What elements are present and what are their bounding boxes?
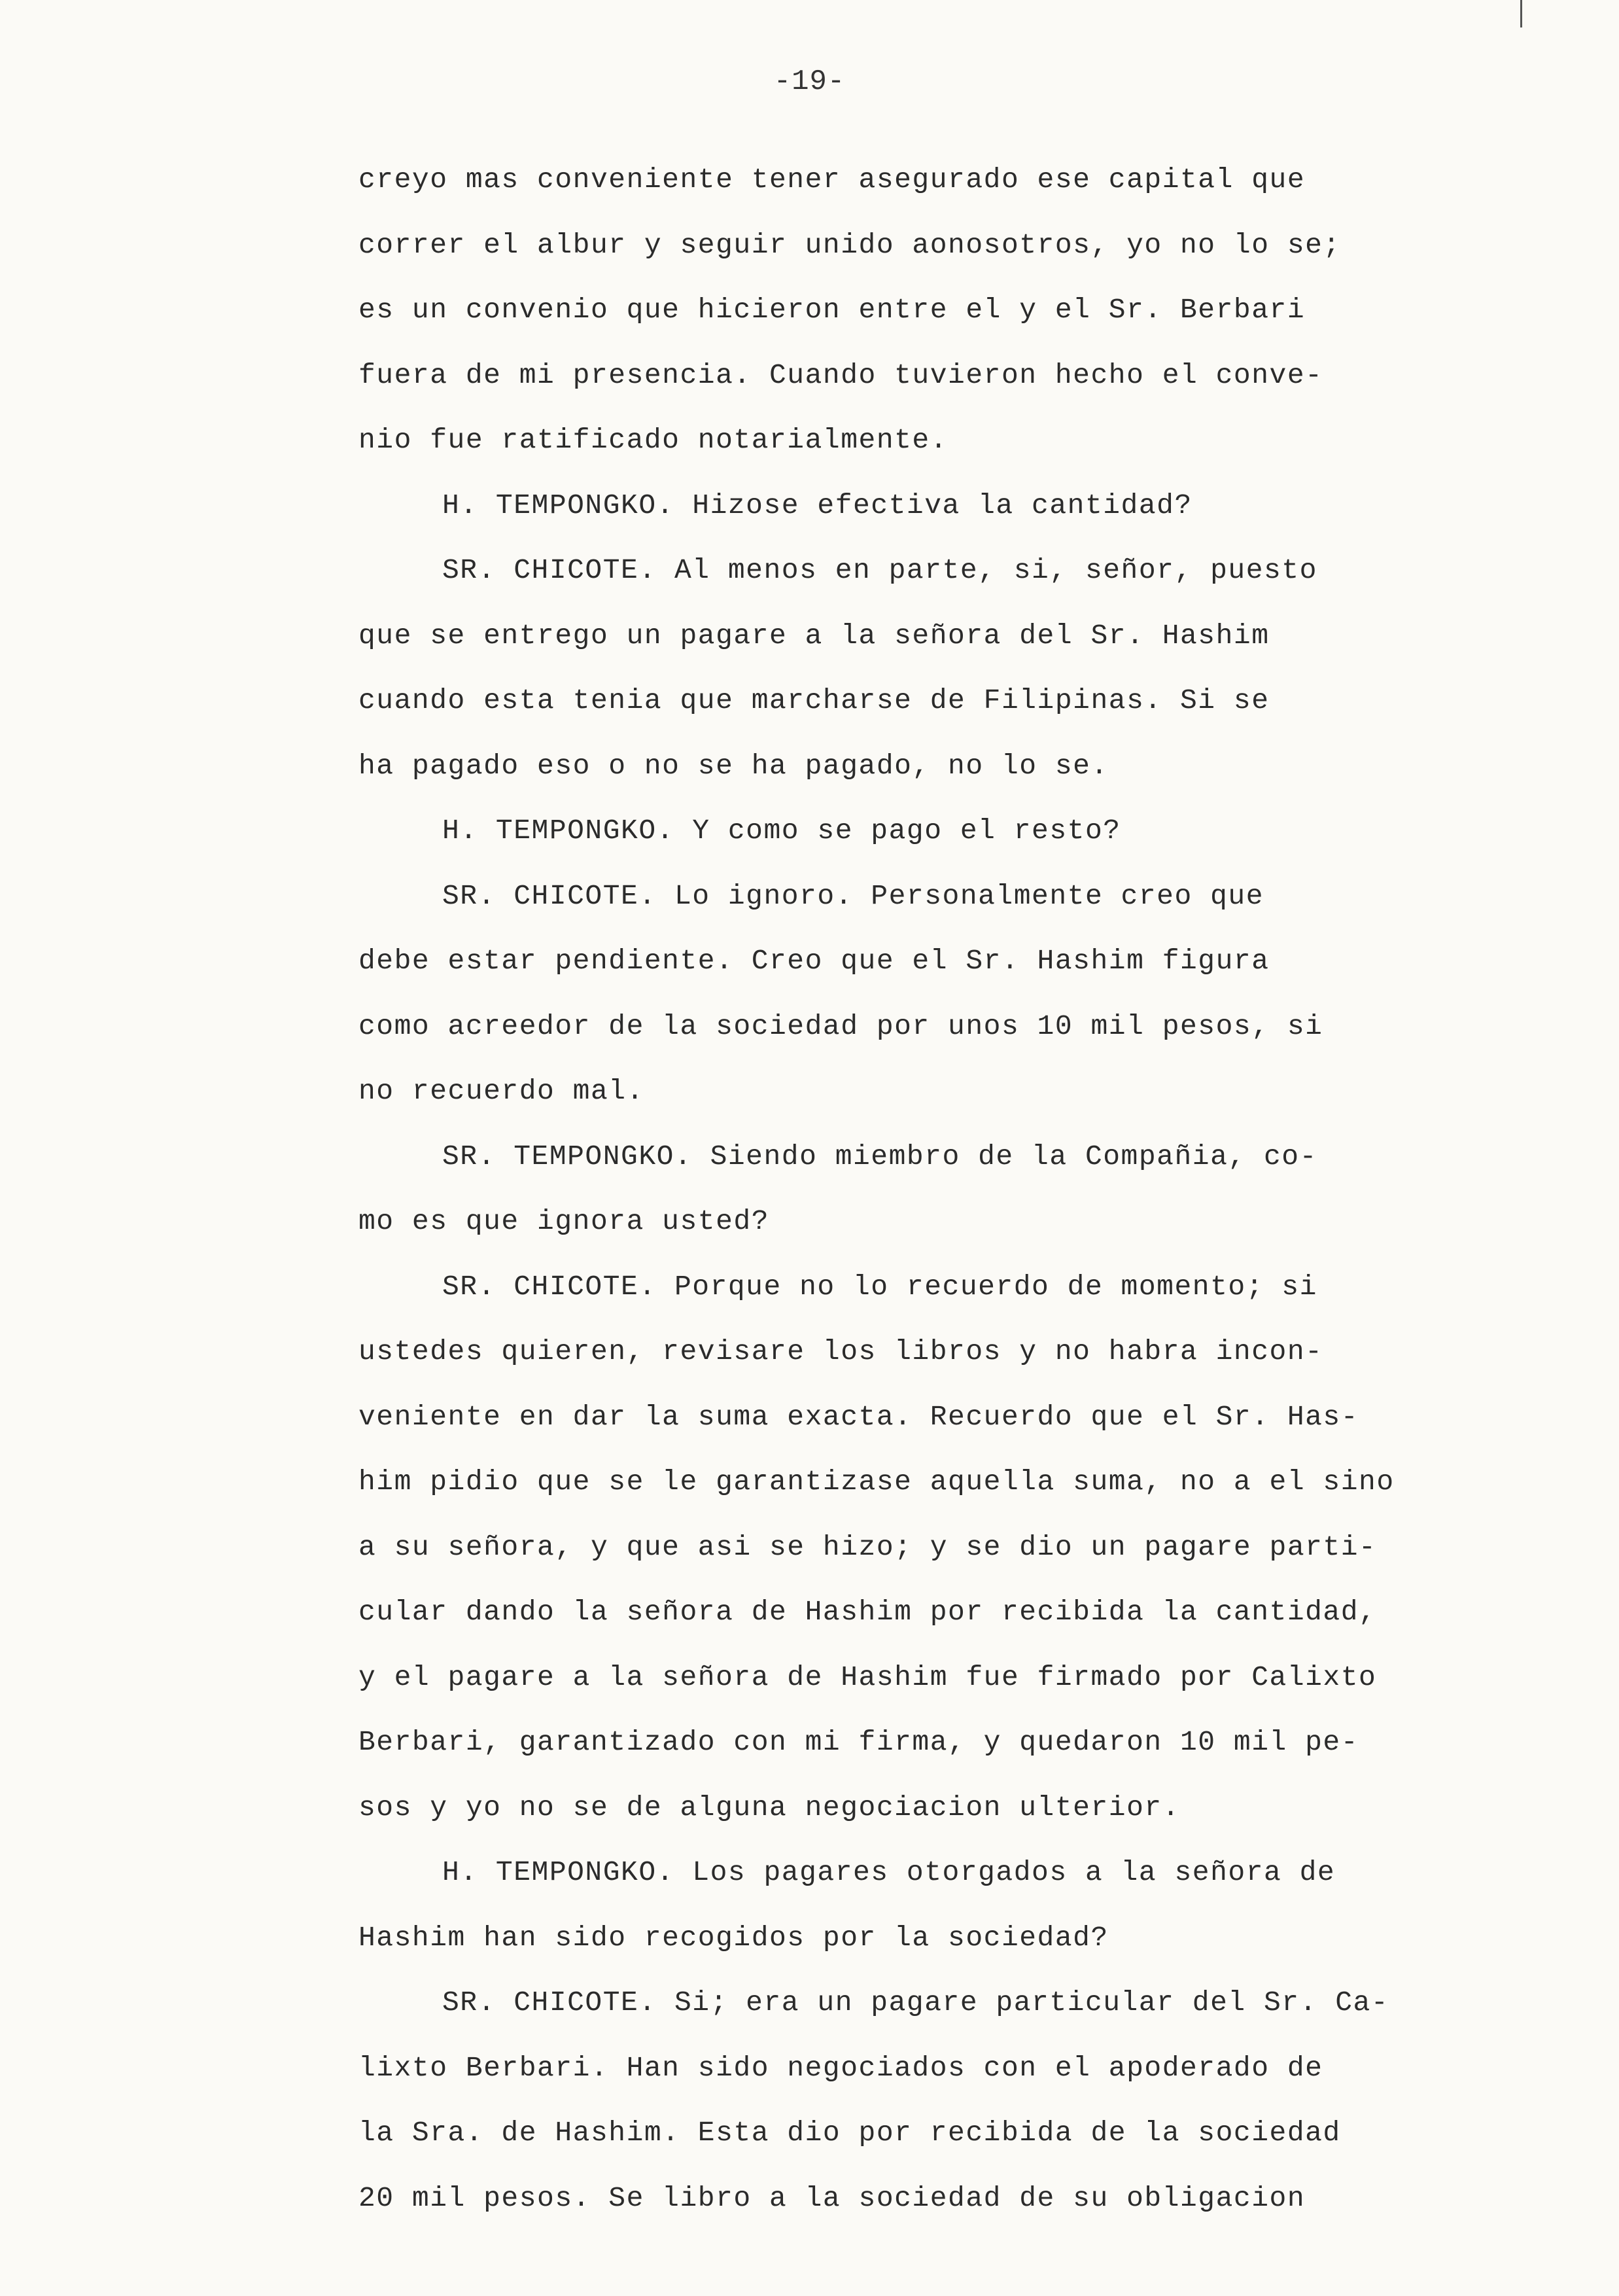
text-line: mo es que ignora usted? — [358, 1205, 769, 1237]
text-line: ha pagado eso o no se ha pagado, no lo se. — [358, 749, 1109, 782]
text-line: SR. CHICOTE. Al menos en parte, si, señor, puesto — [442, 554, 1317, 586]
text-line: correr el albur y seguir unido aonosotros, yo no lo se; — [358, 228, 1341, 261]
page-number: -19- — [773, 65, 846, 98]
text-line: y el pagare a la señora de Hashim fue firmado por Calixto — [358, 1661, 1377, 1693]
transcript-body — [358, 147, 1395, 2231]
margin-mark — [1520, 0, 1522, 27]
text-line: SR. TEMPONGKO. Siendo miembro de la Compañia, co- — [442, 1140, 1317, 1173]
text-line: cuando esta tenia que marcharse de Filipinas. Si se — [358, 684, 1270, 716]
text-line: nio fue ratificado notarialmente. — [358, 424, 949, 456]
text-line: creyo mas conveniente tener asegurado ese capital que — [358, 164, 1306, 196]
text-line: como acreedor de la sociedad por unos 10 mil pesos, si — [358, 1010, 1323, 1042]
text-line: him pidio que se le garantizase aquella suma, no a el sino — [358, 1466, 1395, 1498]
text-line: a su señora, y que asi se hizo; y se dio un pagare parti- — [358, 1530, 1377, 1563]
text-line: SR. CHICOTE. Porque no lo recuerdo de momento; si — [442, 1270, 1317, 1303]
text-line: H. TEMPONGKO. Y como se pago el resto? — [442, 815, 1121, 847]
text-line: ustedes quieren, revisare los libros y no habra incon- — [358, 1335, 1323, 1368]
text-line: es un convenio que hicieron entre el y el Sr. Berbari — [358, 294, 1306, 326]
text-line: veniente en dar la suma exacta. Recuerdo que el Sr. Has- — [358, 1400, 1359, 1433]
text-line: la Sra. de Hashim. Esta dio por recibida de la sociedad — [358, 2117, 1341, 2149]
text-line: H. TEMPONGKO. Los pagares otorgados a la señora de — [442, 1856, 1336, 1888]
text-line: debe estar pendiente. Creo que el Sr. Hashim figura — [358, 945, 1270, 977]
text-line: fuera de mi presencia. Cuando tuvieron hecho el conve- — [358, 359, 1323, 391]
text-line: Berbari, garantizado con mi firma, y quedaron 10 mil pe- — [358, 1726, 1359, 1758]
text-line: lixto Berbari. Han sido negociados con el apoderado de — [358, 2051, 1323, 2084]
text-line: Hashim han sido recogidos por la sociedad? — [358, 1921, 1109, 1954]
text-line: no recuerdo mal. — [358, 1075, 644, 1107]
text-line: H. TEMPONGKO. Hizose efectiva la cantidad? — [442, 489, 1192, 521]
text-line: que se entrego un pagare a la señora del Sr. Hashim — [358, 619, 1270, 652]
text-line: 20 mil pesos. Se libro a la sociedad de su obligacion — [358, 2181, 1306, 2214]
text-line: sos y yo no se de alguna negociacion ulterior. — [358, 1791, 1180, 1824]
text-line: SR. CHICOTE. Si; era un pagare particular del Sr. Ca- — [442, 1987, 1389, 2019]
text-line: SR. CHICOTE. Lo ignoro. Personalmente creo que — [442, 879, 1264, 912]
text-line: cular dando la señora de Hashim por recibida la cantidad, — [358, 1596, 1377, 1628]
